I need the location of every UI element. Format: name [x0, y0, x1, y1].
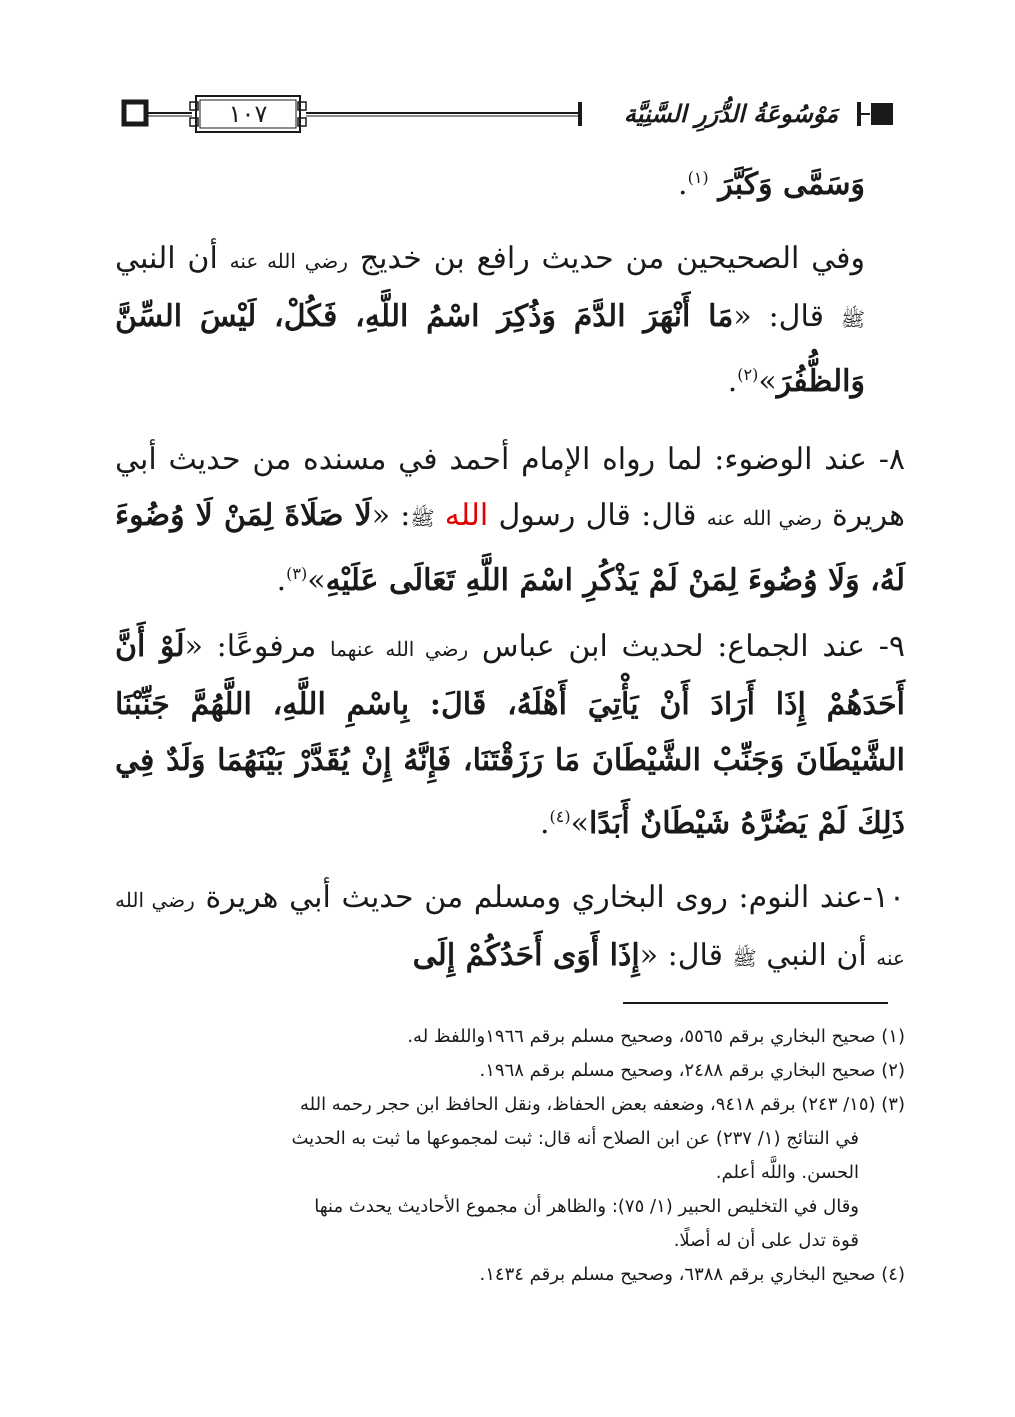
footnote-ref: (٢): [737, 365, 759, 384]
punctuation: .: [539, 806, 550, 841]
footnote-3-line: الحسن. واللَّه أعلم.: [715, 1162, 859, 1183]
paragraph-text: ٩- عند الجماع: لحديث ابن عباس: [481, 629, 905, 664]
honorific: رضي الله عنه: [706, 506, 822, 530]
honorific: رضي الله عنهما: [330, 637, 469, 661]
footnote-3: (٣) (١٥/ ٢٤٣) برقم ٩٤١٨، وضعفه بعض الحفاظ، ونقل الحافظ ابن حجر رحمه الله: [299, 1094, 905, 1115]
hadith-quote: لَوْ أَنَّ أَحَدَهُمْ إِذَا أَرَادَ أَنْ يَأْتِيَ أَهْلَهُ، قَالَ: بِاسْمِ اللَّهِ، اللَّهُمَّ جَنِّبْنَا الشَّيْطَانَ وَجَنِّبْ الشَّيْطَانَ مَا رَزَقْتَنَا، فَإِنَّهُ إِنْ يُقَدَّرْ بَيْنَهُمَا وَلَدٌ فِي ذَلِكَ لَمْ يَضُرَّهُ شَيْطَانٌ أَبَدًا: [115, 629, 905, 841]
paragraph-text: وفي الصحيحين من حديث رافع بن خديج: [359, 241, 865, 276]
divine-name: الله: [444, 498, 489, 533]
quote-close: »: [570, 806, 589, 841]
honorific: ﷺ: [410, 506, 435, 530]
footnote-ref: (٣): [286, 564, 308, 583]
punctuation: .: [276, 563, 287, 598]
paragraph-text: أن النبي: [115, 241, 218, 276]
footnote-separator: [623, 1002, 888, 1004]
honorific: رضي الله عنه: [115, 888, 905, 970]
paragraph-sahihayn: [115, 231, 905, 410]
paragraph-text: قال: قال رسول: [498, 498, 697, 533]
footnote-1: (١) صحيح البخاري برقم ٥٥٦٥، وصحيح مسلم برقم ١٩٦٦واللفظ له.: [407, 1026, 905, 1047]
footnote-ref: (٤): [549, 807, 571, 826]
paragraph-text: مرفوعًا: «: [184, 629, 317, 664]
punctuation: .: [678, 167, 688, 202]
footnote-3-line: في النتائج (١/ ٢٣٧) عن ابن الصلاح أنه قال: ثبت لمجموعها ما ثبت به الحديث: [291, 1128, 859, 1149]
paragraph-text: أن النبي: [766, 938, 867, 973]
footnote-3-line: وقال في التخليص الحبير (١/ ٧٥): والظاهر أن مجموع الأحاديث يحدث منها: [314, 1196, 859, 1217]
quote-close: »: [307, 563, 326, 598]
paragraph-text: قال: «: [639, 938, 723, 973]
footnote-ref: (١): [687, 168, 709, 187]
footnote-4: (٤) صحيح البخاري برقم ٦٣٨٨، وصحيح مسلم برقم ١٤٣٤.: [479, 1264, 905, 1285]
paragraph-text: ١٠-عند النوم: روى البخاري ومسلم من حديث أبي هريرة: [205, 880, 905, 915]
hadith-quote: لَا صَلَاةَ لِمَنْ لَا وُضُوءَ لَهُ، وَلَا وُضُوءَ لِمَنْ لَمْ يَذْكُرِ اسْمَ اللَّهِ تَعَالَى عَلَيْهِ: [115, 498, 905, 598]
paragraph-nawm: [115, 870, 905, 986]
footnote-2: (٢) صحيح البخاري برقم ٢٤٨٨، وصحيح مسلم برقم ١٩٦٨.: [479, 1060, 905, 1081]
paragraph-text: ٨- عند الوضوء: لما رواه الإمام أحمد في مسنده من حديث أبي هريرة: [115, 442, 905, 533]
paragraph-text: : «: [371, 498, 411, 533]
paragraph-jima: [115, 619, 905, 852]
honorific: رضي الله عنه: [229, 249, 348, 273]
footnotes: [115, 1020, 905, 1292]
page-header: [120, 92, 895, 136]
quote-close: »: [758, 364, 777, 399]
paragraph-continuation: [115, 150, 905, 213]
book-title: مَوْسُوعَةُ الدُّرَرِ السَّنِيَّة: [623, 99, 839, 128]
footnote-3-line: قوة تدل على أن له أصلًا.: [673, 1230, 859, 1251]
paragraph-text: قال: «: [733, 299, 824, 334]
punctuation: .: [727, 364, 738, 399]
quote-text: وَسَمَّى وَكَبَّرَ: [718, 167, 865, 202]
honorific: ﷺ: [732, 946, 757, 970]
paragraph-wudu: [115, 432, 905, 609]
page-number: ١٠٧: [228, 100, 268, 128]
honorific: ﷺ: [840, 307, 866, 331]
main-text: [115, 150, 905, 986]
hadith-quote: إِذَا أَوَى أَحَدُكُمْ إِلَى: [412, 938, 640, 973]
hadith-quote: مَا أَنْهَرَ الدَّمَ وَذُكِرَ اسْمُ اللَّهِ، فَكُلْ، لَيْسَ السِّنَّ وَالظُّفُرَ: [115, 299, 865, 399]
